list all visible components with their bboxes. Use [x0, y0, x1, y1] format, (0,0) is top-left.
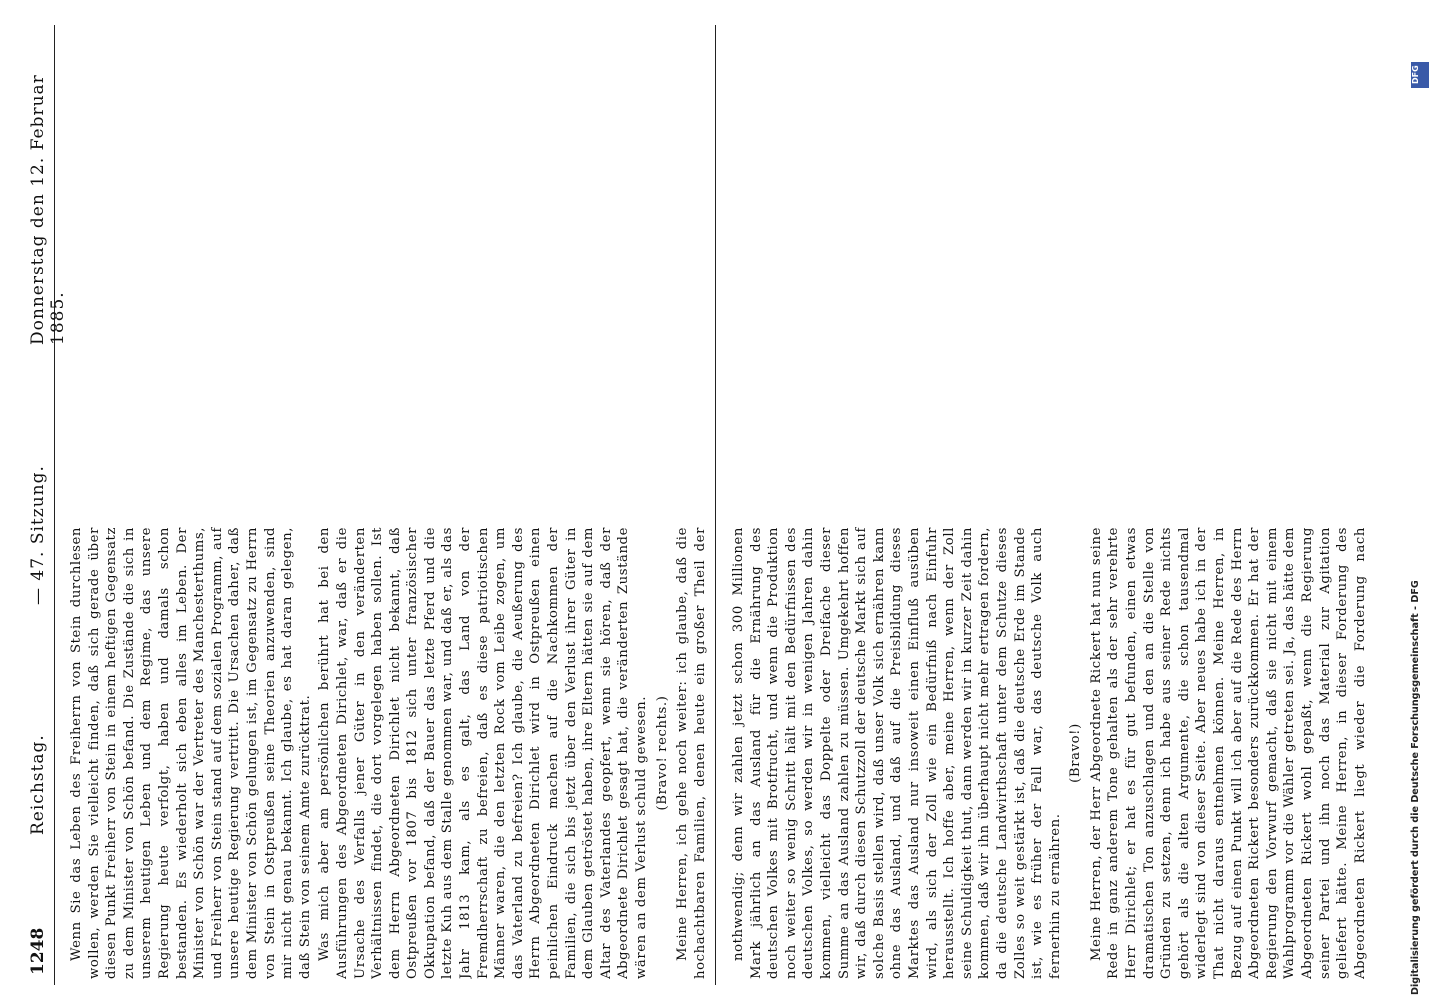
rotated-page-content: [20, 25, 1415, 985]
text-column-right: [730, 527, 1370, 979]
applause-note: (Bravo!): [1068, 723, 1084, 783]
paragraph: Wenn Sie das Leben des Freiherrn von Stein durchlesen wollen, werden Sie vielleicht finden, daß sich gerade über diesen Punkt Freiherr von Stein in einem heftigen Gegensatz zu dem Minister von Schön befand. Die Zustände die sich in unserem heutigen Leben und dem Regime, das unsere Regierung heute verfolgt, haben und damals schon bestanden. Es wiederholt sich eben alles im Leben. Der Minister von Schön war der Vertreter des Manchesterthums, und Freiherr von Stein stand auf dem sozialen Programm, auf unsere heutige Regierung vertritt. Die Ursachen daher, daß dem Minister von Schön gelungen ist, im Gegensatz zu Herrn von Stein in Ostpreußen seine Theorien anzuwenden, sind mir nicht genau bekannt. Ich glaube, es hat daran gelegen, daß Stein von seinem Amte zurücktrat.: [69, 527, 313, 979]
paragraph: Was mich aber am persönlichen berührt hat bei den Ausführungen des Abgeordneten Dirichlet, war, daß er die Ursache des Verfalls jener Güter in den veränderten Verhältnissen findet, die dort vorgelegen haben sollen. Ist dem Herrn Abgeordneten Dirichlet nicht bekannt, daß Ostpreußen vor 1807 bis 1812 sich unter französischer Okkupation befand, daß der Bauer das letzte Pferd und die letzte Kuh aus dem Stalle genommen war, und daß er, als das Jahr 1813 kam, als es galt, das Land von der Fremdherrschaft zu befreien, daß es diese patriotischen Männer waren, die den letzten Rock vom Leibe zogen, um das Vaterland zu befreien? Ich glaube, die Aeußerung des Herrn Abgeordneten Dirichlet wird in Ostpreußen einen peinlichen Eindruck machen auf die Nachkommen der Familien, die sich bis jetzt über den Verlust ihrer Güter in dem Glauben getröstet haben, ihre Eltern hätten sie auf dem Altar des Vaterlandes geopfert, wenn sie hören, daß der Abgeordnete Dirichlet gesagt hat, die veränderten Zustände wären an dem Verlust schuld gewesen.: [317, 527, 649, 979]
page-number: 1248: [28, 927, 48, 975]
text-column-left: [68, 527, 708, 979]
paragraph: Meine Herren, ich gehe noch weiter: ich glaube, daß die hochachtbaren Familien, denen heute ein großer Theil der: [675, 527, 708, 979]
header-center: — 47. Sitzung.: [28, 465, 48, 605]
header-left: Reichstag.: [28, 734, 48, 835]
paragraph: nothwendig; denn wir zahlen jetzt schon 300 Millionen Mark jährlich an das Ausland für die Ernährung des deutschen Volkes mit Brotfrucht, und wenn die Produktion noch weiter so wenig Schritt hält mit den Bedürfnissen des deutschen Volkes, so werden wir in wenigen Jahren dahin kommen, vielleicht das Doppelte oder Dreifache dieser Summe an das Ausland zahlen zu müssen. Umgekehrt hoffen wir, daß durch diesen Schutzzoll der deutsche Markt sich auf solche Basis stellen wird, daß unser Volk sich ernähren kann ohne das Ausland, und daß auf die Preisbildung dieses Marktes das Ausland nur insoweit einen Einfluß ausüben wird, als sich der Zoll wie ein Bedürfniß nach Einfuhr herausstellt. Ich hoffe aber, meine Herren, wenn der Zoll seine Schuldigkeit thut, dann werden wir in kurzer Zeit dahin kommen, daß wir ihn überhaupt nicht mehr ertragen fordern, da die deutsche Landwirthschaft unter dem Schutze dieses Zolles so weit gestärkt ist, daß die deutsche Erde im Stande ist, wie es früher der Fall war, das deutsche Volk auch fernerhin zu ernähren.: [731, 527, 1063, 979]
page-header: [20, 25, 68, 985]
column-divider: [715, 25, 716, 985]
dfg-logo: DFG: [1411, 62, 1429, 88]
header-right: Donnerstag den 12. Februar 1885.: [28, 74, 68, 345]
digitization-credit: Digitalisierung gefördert durch die Deutsche Forschungsgemeinschaft - DFG: [1410, 580, 1421, 995]
applause-note: (Bravo! rechts.): [654, 695, 670, 811]
paragraph: Meine Herren, der Herr Abgeordnete Rickert hat nun seine Rede in ganz anderem Tone gehalten als der sehr verehrte Herr Dirichlet; er hat es für gut befunden, einen etwas dramatischen Ton anzuschlagen und den an die Stelle von Gründen zu setzen, denn ich habe aus seiner Rede nichts gehört als die alten Argumente, die schon tausendmal widerlegt sind von dieser Seite. Aber neues habe ich in der That nicht daraus entnehmen können. Meine Herren, in Bezug auf einen Punkt will ich aber auf die Rede des Herrn Abgeordneten Rickert besonders zurückkommen. Er hat der Regierung den Vorwurf gemacht, daß sie nicht mit einem Wahlprogramm vor die Wähler getreten sei. Ja, das hätte dem Abgeordneten Rickert wohl gepaßt, wenn die Regierung seiner Partei und ihn noch das Material zur Agitation geliefert hätte. Meine Herren, in dieser Forderung des Abgeordneten Rickert liegt wieder die Forderung nach: [1088, 527, 1368, 979]
